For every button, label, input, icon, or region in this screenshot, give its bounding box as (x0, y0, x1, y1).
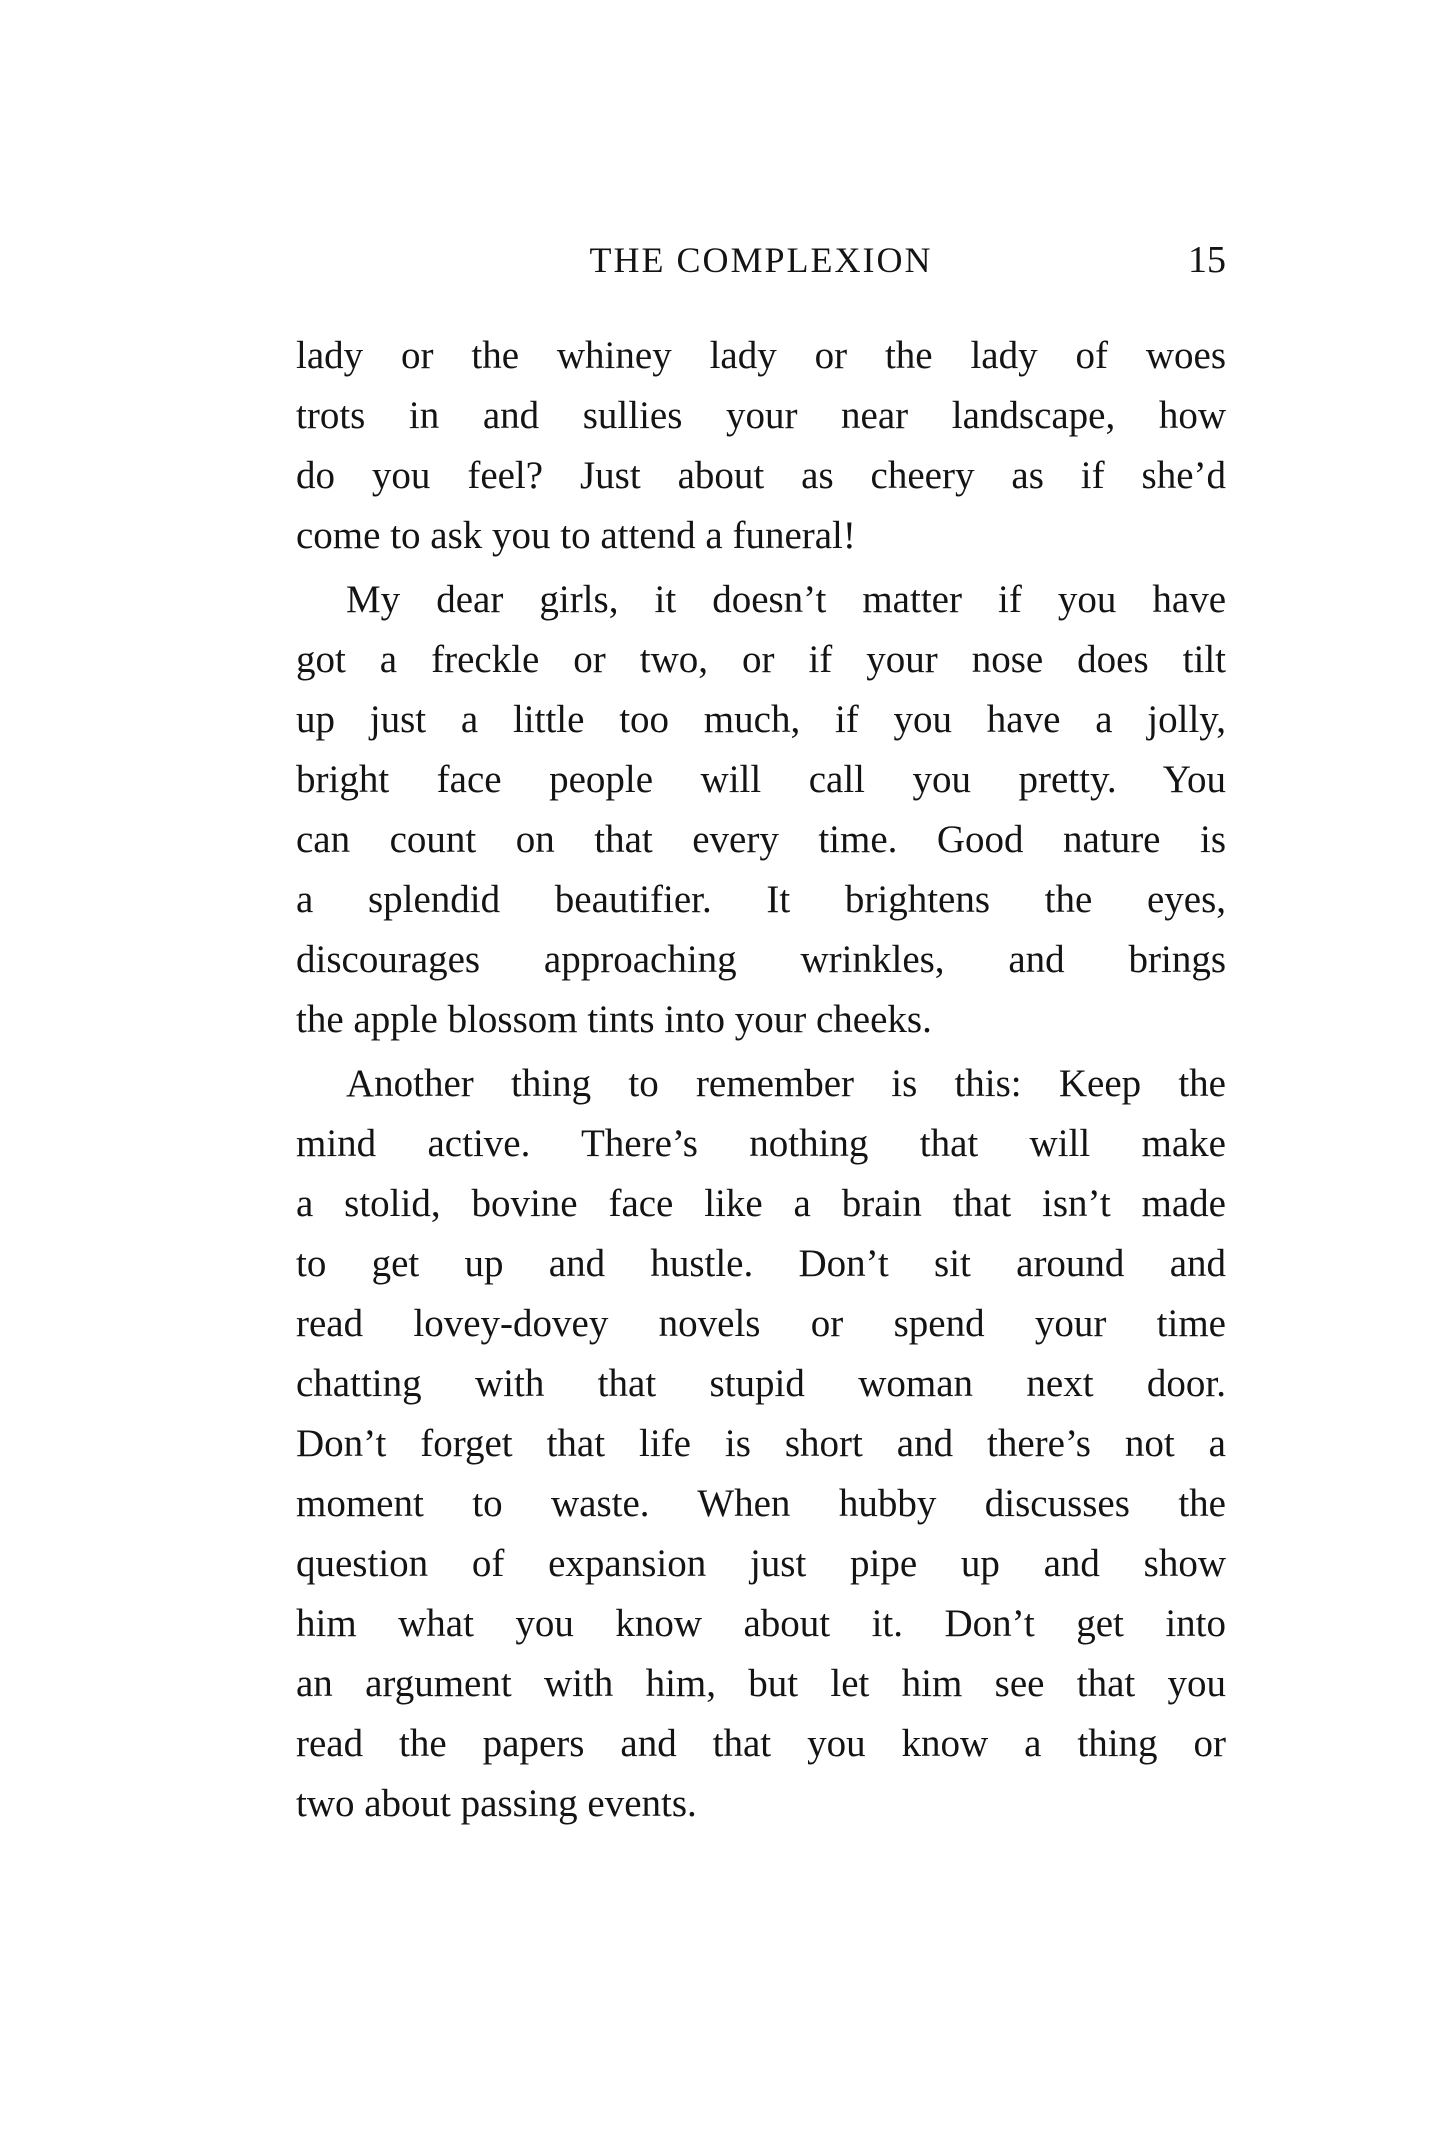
text-line: him what you know about it. Don’t get into (296, 1602, 1226, 1645)
running-head (296, 236, 1226, 296)
text-line: mind active. There’s nothing that will make (296, 1122, 1226, 1165)
running-title: THE COMPLEXION (589, 240, 933, 280)
body-text (296, 326, 1226, 1838)
text-line: Another thing to remember is this: Keep the (346, 1062, 1226, 1105)
text-line: bright face people will call you pretty. You (296, 758, 1226, 801)
text-line: to get up and hustle. Don’t sit around and (296, 1242, 1226, 1285)
text-line: My dear girls, it doesn’t matter if you have (346, 578, 1226, 621)
text-line: question of expansion just pipe up and show (296, 1542, 1226, 1585)
text-line: lady or the whiney lady or the lady of woes (296, 334, 1226, 377)
text-line: an argument with him, but let him see that you (296, 1662, 1226, 1705)
paragraph-1 (296, 326, 1226, 566)
text-line: read the papers and that you know a thing or (296, 1722, 1226, 1765)
text-line: can count on that every time. Good nature is (296, 818, 1226, 861)
text-line: read lovey-dovey novels or spend your time (296, 1302, 1226, 1345)
text-line: Don’t forget that life is short and there’s not a (296, 1422, 1226, 1465)
text-line: discourages approaching wrinkles, and brings (296, 938, 1226, 981)
paragraph-3 (296, 1054, 1226, 1834)
text-line: a splendid beautifier. It brightens the eyes, (296, 878, 1226, 921)
text-line: moment to waste. When hubby discusses the (296, 1482, 1226, 1525)
text-line: do you feel? Just about as cheery as if she’d (296, 454, 1226, 497)
text-line: the apple blossom tints into your cheeks. (296, 998, 932, 1041)
page-number: 15 (1188, 239, 1226, 281)
text-line: up just a little too much, if you have a jolly, (296, 698, 1226, 741)
text-line: two about passing events. (296, 1782, 697, 1825)
text-line: chatting with that stupid woman next door. (296, 1362, 1226, 1405)
text-line: a stolid, bovine face like a brain that isn’t made (296, 1182, 1226, 1225)
text-line: come to ask you to attend a funeral! (296, 514, 856, 557)
text-line: got a freckle or two, or if your nose does tilt (296, 638, 1226, 681)
text-line: trots in and sullies your near landscape, how (296, 394, 1226, 437)
paragraph-2 (296, 570, 1226, 1050)
